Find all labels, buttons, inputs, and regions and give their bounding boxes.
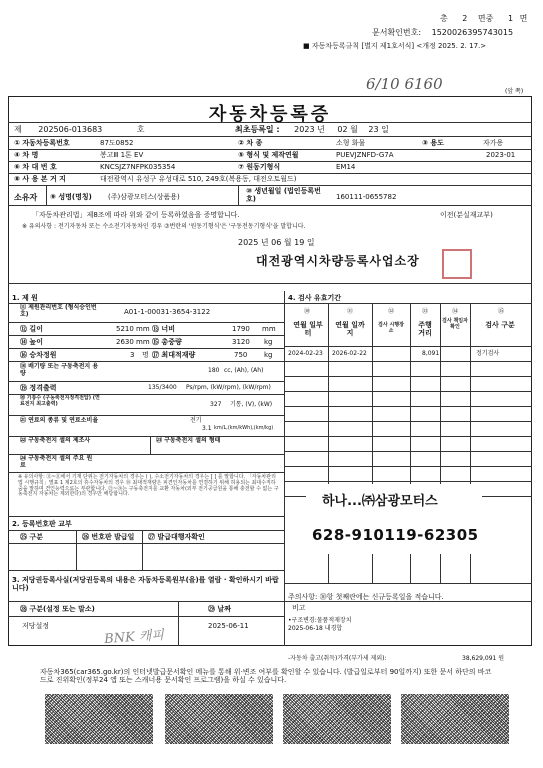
field-6-label: ⑥ 차 대 번 호 xyxy=(14,163,57,171)
doc-number-value: 1520026395743015 xyxy=(431,28,514,37)
field-4-label: ④ 차 명 xyxy=(14,151,39,159)
field-5-value: PUEVJZNFD-G7A xyxy=(336,151,394,159)
spec-20-unit: 기통, (V), (kW) xyxy=(230,401,273,408)
spec-24-label: ㉔ 구동축전지 셀의 주요 원료 xyxy=(20,455,93,469)
insp-header-distance: 주행 거리 xyxy=(418,321,432,338)
spec-19-value: 135/3400 xyxy=(148,384,177,391)
spec-21-unit: km/L,(km/kWh),(km/kg) xyxy=(214,425,274,431)
first-reg-year: 2023 년 xyxy=(294,125,325,134)
issue-date: 2025 년 06 월 19 일 xyxy=(238,238,315,247)
spec-21-value2: 3.1 xyxy=(202,425,212,432)
field-5-date: 2023-01 xyxy=(486,151,516,159)
remarks-line-1: •구조변경:물품적재장치 xyxy=(288,617,352,624)
spec-19-unit: Ps/rpm, (kW/rpm), (kW/rpm) xyxy=(186,384,271,391)
document-title: 자동차등록증 xyxy=(208,104,332,125)
insp-header-from: 연월 일부터 xyxy=(293,321,323,338)
section-2-title: 2. 등록번호판 교부 xyxy=(12,520,72,528)
spec-18-value: 180 xyxy=(208,367,220,374)
field-7-value: EM14 xyxy=(336,163,356,171)
issuer-name: 대전광역시차량등록사업소장 xyxy=(256,254,420,268)
sec3-col-type: ㉘ 구분(설정 또는 말소) xyxy=(20,605,95,613)
verification-barcode-3 xyxy=(283,694,391,744)
transfer-label: 이전(분실재교부) xyxy=(440,211,493,219)
doc-number xyxy=(372,28,513,37)
field-2-label: ② 차 종 xyxy=(238,139,263,147)
spec-15-label: ⑮ 총중량 xyxy=(152,338,182,346)
cert-note: ※ 유의사항 : 전기자동차 또는 수소전기자동차인 경우 ⑦번란의 '원동기형식'은 '구동전동기형식'을 말합니다. xyxy=(22,223,306,230)
first-registration xyxy=(235,125,389,134)
insp-header-type: 검사 구분 xyxy=(485,321,515,329)
spec-16-unit: 명 xyxy=(142,351,149,359)
handwriting-top: 6/10 6160 xyxy=(366,75,443,93)
field-6-value: KNCSJZ7NFPK035354 xyxy=(100,163,176,171)
spec-21-label: ㉑ 연료의 종류 및 연료소비율 xyxy=(20,417,99,424)
spec-20-value: 327 xyxy=(210,401,222,408)
page-total: 2 xyxy=(462,14,468,23)
field-9-label: ⑨ 성명(명칭) xyxy=(50,193,92,201)
company-stamp xyxy=(306,484,482,554)
spec-19-label: ⑲ 정격출력 xyxy=(20,384,57,392)
spec-11-label: ⑪ 제원관리번호 (형식승인번호) xyxy=(20,304,97,318)
field-7-label: ⑦ 원동기형식 xyxy=(238,163,281,171)
stamp-line-1: 하나...㈜삼광모터스 xyxy=(322,494,438,509)
sec3-col-date: ㉙ 날짜 xyxy=(208,605,231,613)
remarks-label: 비고 xyxy=(292,604,306,612)
specs-notice: ※ 유의사항: ⑪~⑪에서 기재 단위는 전기자동차의 경우는 ( ), 수소전기자동차의 경우는 [ ] 를 말합니다. 「자동차관리법 시행규칙」별표 1 제2호의 휴수자동차의 경우 ⑱ 최대적재량은 피견인자동차를 연결하기 위해 허용되는 최대수직하중을 말하며 견인능력으로는 부관합니다. ㉒~㉔는 구동축전지를 교환 자동차(외부 전기공급원을 통해 충전할 수 없는 구동축전지 자동차는 제외한다)의 경우만 해당합니다. xyxy=(18,474,279,498)
spec-17-unit: kg xyxy=(264,351,273,359)
cert-statement: 「자동차관리법」제8조에 따라 위와 같이 등록하였음을 증명합니다. xyxy=(32,211,240,219)
spec-20-label: ⑳ 기통수 (구동축전지정격전압) (연료전지 최고출력) xyxy=(20,395,100,407)
spec-16-label: ⑯ 승차정원 xyxy=(20,351,57,359)
field-8-value: 대전광역시 유성구 유성대로 510, 249호(복용동, 대전오토월드) xyxy=(100,175,297,183)
insp-col-num-1: ㉚ xyxy=(303,308,310,315)
spec-13-label: ⑬ 너비 xyxy=(152,325,175,333)
insp-row1-to: 2026-02-22 xyxy=(332,350,367,357)
first-reg-month: 02 월 xyxy=(337,125,358,134)
cert-number-suffix: 호 xyxy=(136,125,145,134)
spec-13-unit: mm xyxy=(262,325,276,333)
insp-col-num-5: ㉞ xyxy=(451,308,458,315)
field-10-label: ⑩ 생년월일 (법인등록번호) xyxy=(246,187,321,204)
spec-12-value: 5210 mm xyxy=(116,325,150,333)
front-side-label: (앞 쪽) xyxy=(505,88,524,95)
spec-16-value: 3 xyxy=(130,351,135,359)
regulation-text: ■ 자동차등록규칙 [별지 제1호서식] <개정 2025. 2. 17.> xyxy=(303,42,487,50)
inspection-title: 4. 검사 유효기간 xyxy=(288,294,341,302)
sec3-row1-type: 저당설정 xyxy=(22,622,50,630)
insp-col-num-2: ㉛ xyxy=(346,308,353,315)
remarks-line-2: 2025-06-18 내경합 xyxy=(288,625,343,632)
field-5-label: ⑤ 형식 및 제작연월 xyxy=(238,151,299,159)
section-3-title: 3. 저당권등록사실(저당권등록의 내용은 자동차등록원부(을)를 열람 · 확인하시기 바랍니다) xyxy=(12,576,279,593)
sec3-row1-date: 2025-06-11 xyxy=(208,622,249,630)
field-1-label: ① 자동차등록번호 xyxy=(14,139,70,147)
sec2-col-issue-date: ㉖ 번호판 발급일 xyxy=(82,533,135,541)
field-8-label: ⑧ 사 용 본 거 지 xyxy=(14,175,66,183)
spec-14-value: 2630 mm xyxy=(116,338,150,346)
sec2-col-agent: ㉗ 발급대행자확인 xyxy=(148,533,205,541)
first-reg-day: 23 일 xyxy=(368,125,389,134)
insp-header-inspector: 검사 책임자 확인 xyxy=(442,318,468,330)
spec-17-value: 750 xyxy=(234,351,248,359)
spec-14-label: ⑭ 높이 xyxy=(20,338,43,346)
field-9-value: (주)삼광모터스(상품용) xyxy=(108,193,180,201)
spec-18-label: ⑱ 배기량 또는 구동축전지 용량 xyxy=(20,363,99,377)
page-count xyxy=(440,14,527,23)
doc-number-label: 문서확인번호: xyxy=(372,28,422,37)
outgoing-price-label: -자동차 출고(취득)가격(부가세 제외): xyxy=(288,655,387,662)
owner-label: 소유자 xyxy=(14,193,38,202)
cert-number-value: 202506-013683 xyxy=(38,125,103,134)
insp-row1-distance: 8,091 xyxy=(422,350,440,357)
sec2-col-type: ㉕ 구분 xyxy=(20,533,43,541)
verification-barcode-2 xyxy=(165,694,273,744)
first-reg-label: 최초등록일 : xyxy=(235,125,280,134)
insp-row1-from: 2024-02-23 xyxy=(288,350,323,357)
footer-text: 자동차365(car365.go.kr)의 인터넷발급문서확인 메뉴를 통해 위·변조 여부를 확인할 수 있습니다. (발급일로부터 90일까지) 또한 문서 하단의 바코드로 진위확인(정부24 앱 또는 스캐너용 문서확인 프로그램)을 하실 수 있습니다. xyxy=(40,668,492,685)
field-3-value: 자가용 xyxy=(483,139,504,147)
spec-18-unit: cc, (Ah), (Ah) xyxy=(224,367,264,374)
page-of-label: 면중 xyxy=(477,14,494,23)
page-suffix: 면 xyxy=(519,14,528,23)
page-total-label: 총 xyxy=(440,14,448,23)
insp-col-num-3: ㉜ xyxy=(387,308,394,315)
insp-col-num-4: ㉝ xyxy=(421,308,428,315)
cert-number-label: 제 xyxy=(14,125,22,134)
verification-barcode-1 xyxy=(45,694,153,744)
specs-title: 1. 제 원 xyxy=(12,294,38,302)
page-num: 1 xyxy=(507,14,514,23)
insp-col-num-6: ㉟ xyxy=(497,308,504,315)
insp-header-to: 연월 일까지 xyxy=(335,321,365,338)
spec-13-value: 1790 xyxy=(232,325,250,333)
spec-12-label: ⑫ 길이 xyxy=(20,325,43,333)
field-10-value: 160111-0655782 xyxy=(336,193,397,201)
insp-header-place: 검사 시행장소 xyxy=(378,322,404,334)
spec-11-value: A01-1-00031-3654-3122 xyxy=(124,308,211,316)
field-4-value: 봉고Ⅲ 1톤 EV xyxy=(100,151,144,159)
verification-barcode-4 xyxy=(401,694,509,744)
remarks-note: 주의사항: ㉚항 첫째란에는 신규등록일을 적습니다. xyxy=(288,593,444,601)
spec-22-label: ㉒ 구동축전지 셀의 제조사 xyxy=(20,437,91,444)
spec-15-value: 3120 xyxy=(232,338,250,346)
handwriting-bank: BNK 캐피 xyxy=(103,627,165,648)
field-3-label: ③ 용도 xyxy=(422,139,444,147)
official-seal-icon xyxy=(442,249,472,279)
spec-17-label: ⑰ 최대적재량 xyxy=(152,351,196,359)
stamp-line-2: 628-910119-62305 xyxy=(312,526,479,544)
outgoing-price-value: 38,629,091 원 xyxy=(462,655,505,662)
cert-number xyxy=(14,125,145,134)
insp-row1-type: 정기검사 xyxy=(476,350,500,357)
field-2-value: 소형 화물 xyxy=(336,139,366,147)
field-1-value: 87도0852 xyxy=(100,139,134,147)
spec-15-unit: kg xyxy=(264,338,273,346)
spec-21-value: 전기 xyxy=(190,417,202,424)
spec-23-label: ㉓ 구동축전지 셀의 형태 xyxy=(156,437,221,444)
